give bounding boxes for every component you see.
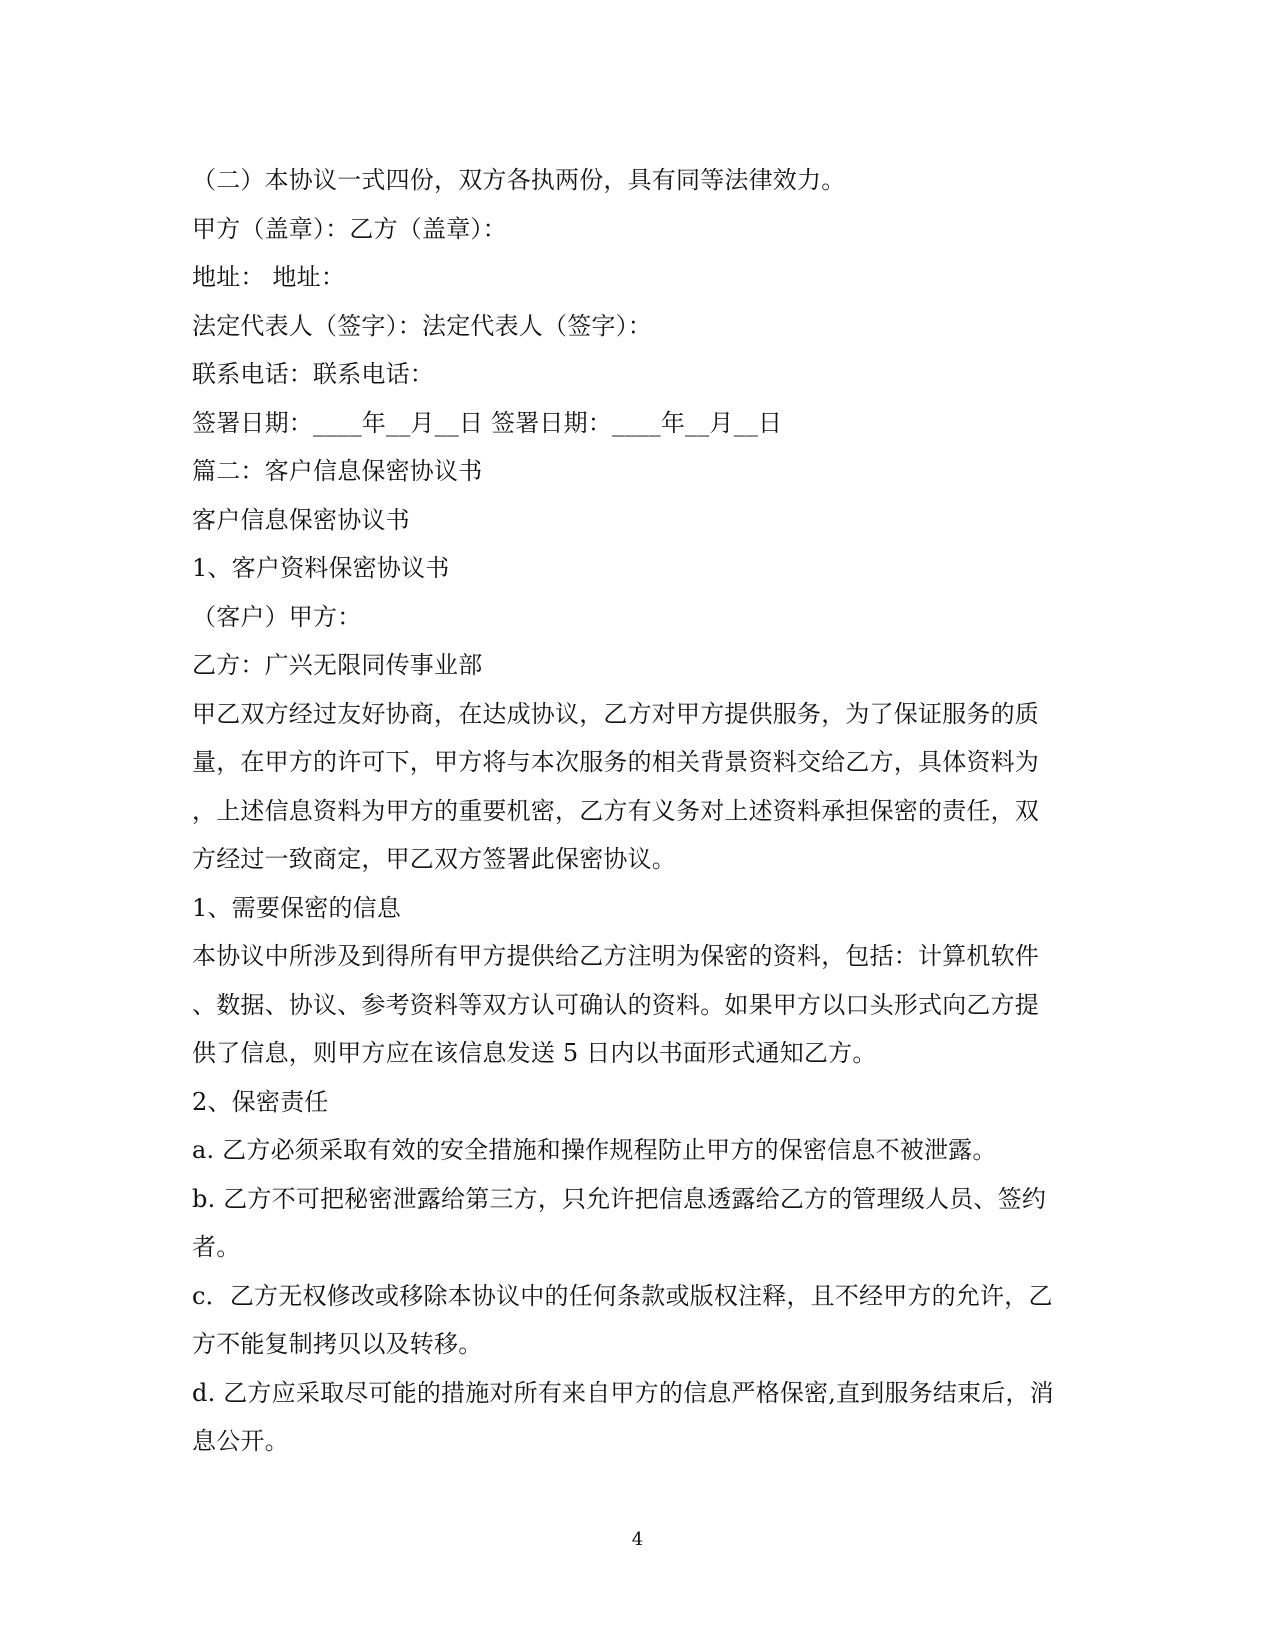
body-paragraph-line: 本协议中所涉及到得所有甲方提供给乙方注明为保密的资料，包括：计算机软件 (192, 942, 1039, 970)
address-line: 地址： 地址： (192, 263, 346, 291)
list-item-b-cont: 者。 (192, 1233, 241, 1261)
body-paragraph-line: 、数据、协议、参考资料等双方认可确认的资料。如果甲方以口头形式向乙方提 (192, 990, 1039, 1019)
agreement-title: 客户信息保密协议书 (192, 505, 410, 534)
section-heading: 1、需要保密的信息 (192, 893, 402, 922)
agreement-subtitle: 1、客户资料保密协议书 (192, 554, 450, 582)
list-item-b: b. 乙方不可把秘密泄露给第三方，只允许把信息透露给乙方的管理级人员、签约 (192, 1184, 1047, 1213)
body-paragraph-line: 方经过一致商定，甲乙双方签署此保密协议。 (192, 845, 676, 873)
signing-date-line: 签署日期：____年__月__日 签署日期：____年__月__日 (192, 408, 783, 437)
section-heading: 篇二：客户信息保密协议书 (192, 457, 483, 485)
body-paragraph-line: 量，在甲方的许可下，甲方将与本次服务的相关背景资料交给乙方，具体资料为 (192, 748, 1039, 776)
list-item-c-cont: 方不能复制拷贝以及转移。 (192, 1330, 483, 1358)
body-paragraph-line: ，上述信息资料为甲方的重要机密，乙方有义务对上述资料承担保密的责任，双 (192, 796, 1039, 825)
page-number: 4 (631, 1529, 644, 1550)
party-seal-line: 甲方（盖章）：乙方（盖章）： (192, 214, 507, 243)
document-body (192, 156, 1082, 1466)
list-item-a: a. 乙方必须采取有效的安全措施和操作规程防止甲方的保密信息不被泄露。 (192, 1136, 997, 1164)
clause-copies: （二）本协议一式四份，双方各执两份，具有同等法律效力。 (192, 166, 846, 194)
body-paragraph-line: 供了信息，则甲方应在该信息发送 5 日内以书面形式通知乙方。 (192, 1039, 877, 1067)
legal-rep-line: 法定代表人（签字）：法定代表人（签字）： (192, 311, 652, 340)
body-paragraph-line: 甲乙双方经过友好协商，在达成协议，乙方对甲方提供服务，为了保证服务的质 (192, 699, 1039, 728)
party-b-line: 乙方：广兴无限同传事业部 (192, 651, 483, 679)
list-item-d-cont: 息公开。 (192, 1427, 289, 1455)
party-a-line: （客户）甲方： (192, 602, 362, 631)
list-item-d: d. 乙方应采取尽可能的措施对所有来自甲方的信息严格保密,直到服务结束后，消 (192, 1378, 1054, 1407)
section-heading: 2、保密责任 (192, 1087, 329, 1116)
phone-line: 联系电话：联系电话： (192, 360, 434, 388)
list-item-c: c．乙方无权修改或移除本协议中的任何条款或版权注释，且不经甲方的允许，乙 (192, 1281, 1053, 1310)
